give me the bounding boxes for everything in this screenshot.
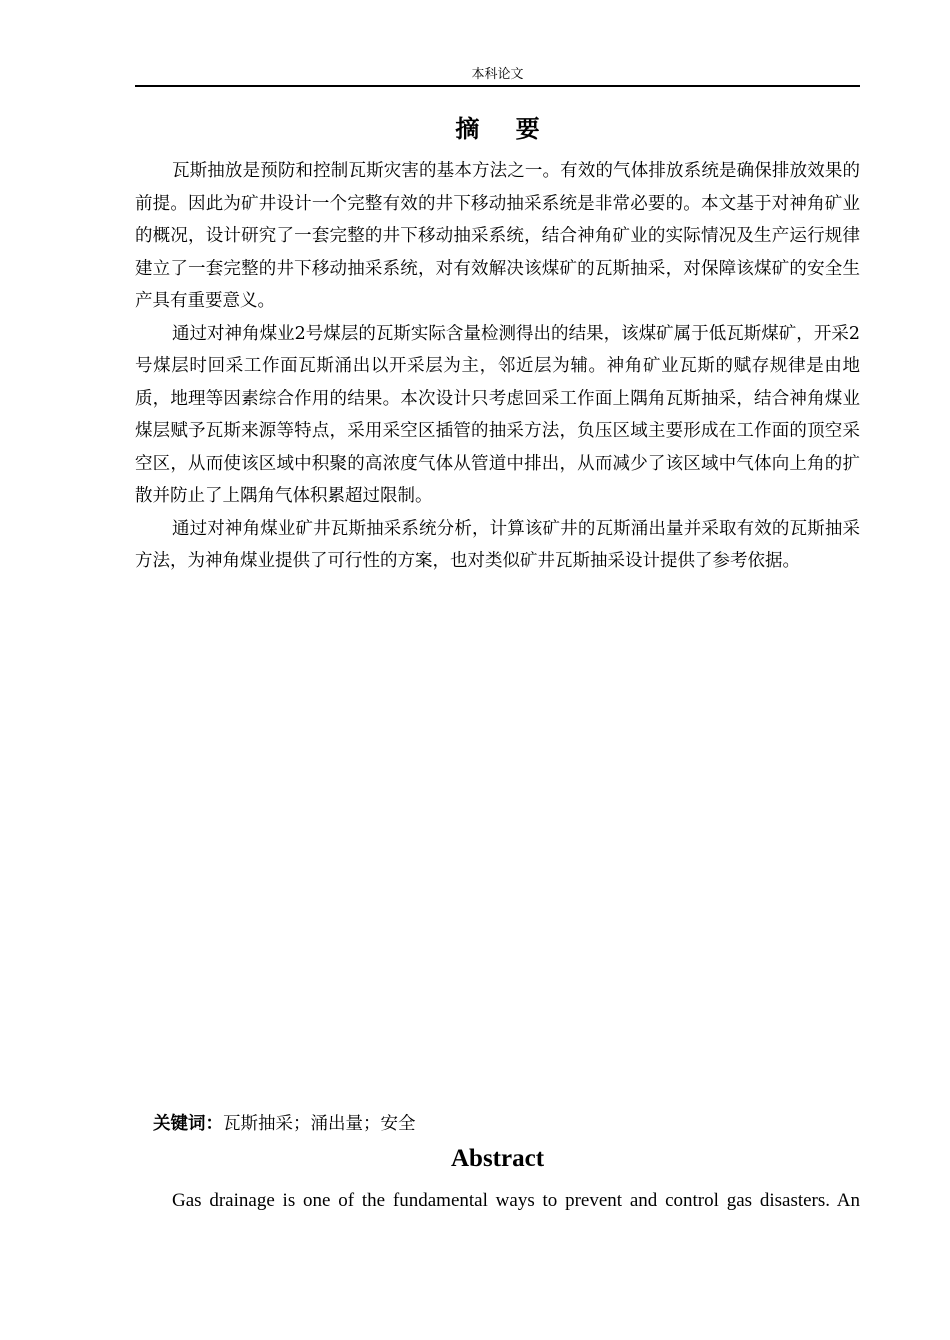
keywords-value: 瓦斯抽采；涌出量；安全 <box>223 1114 416 1134</box>
keywords-label: 关键词： <box>153 1114 223 1134</box>
abstract-paragraph-1: 瓦斯抽放是预防和控制瓦斯灾害的基本方法之一。有效的气体排放系统是确保排放效果的前提。因此为矿井设计一个完整有效的井下移动抽采系统是非常必要的。本文基于对神角矿业的概况，设计研究了一套完整的井下移动抽采系统，结合神角矿业的实际情况及生产运行规律建立了一套完整的井下移动抽采系统，对有效解决该煤矿的瓦斯抽采，对保障该煤矿的安全生产具有重要意义。 <box>135 161 860 311</box>
abstract-title-english: Abstract <box>450 1145 545 1172</box>
abstract-body-chinese <box>135 155 860 578</box>
header-divider <box>135 85 860 87</box>
abstract-body-english <box>135 1186 860 1216</box>
running-header: 本科论文 <box>471 67 524 82</box>
abstract-paragraph-3: 通过对神角煤业矿井瓦斯抽采系统分析，计算该矿井的瓦斯涌出量并采取有效的瓦斯抽采方法，为神角煤业提供了可行性的方案，也对类似矿井瓦斯抽采设计提供了参考依据。 <box>135 518 860 571</box>
keywords-line <box>153 1110 416 1138</box>
abstract-english-first-line: Gas drainage is one of the fundamental ways to prevent and control gas disasters. An <box>172 1190 860 1211</box>
abstract-title-chinese: 摘 要 <box>455 115 554 143</box>
abstract-paragraph-2: 通过对神角煤业2号煤层的瓦斯实际含量检测得出的结果，该煤矿属于低瓦斯煤矿，开采2号煤层时回采工作面瓦斯涌出以开采层为主，邻近层为辅。神角矿业瓦斯的赋存规律是由地质，地理等因素综合作用的结果。本次设计只考虑回采工作面上隅角瓦斯抽采，结合神角煤业煤层赋予瓦斯来源等特点，采用采空区插管的抽采方法，负压区域主要形成在工作面的顶空采空区，从而使该区域中积聚的高浓度气体从管道中排出，从而减少了该区域中气体向上角的扩散并防止了上隅角气体积累超过限制。 <box>135 323 860 506</box>
